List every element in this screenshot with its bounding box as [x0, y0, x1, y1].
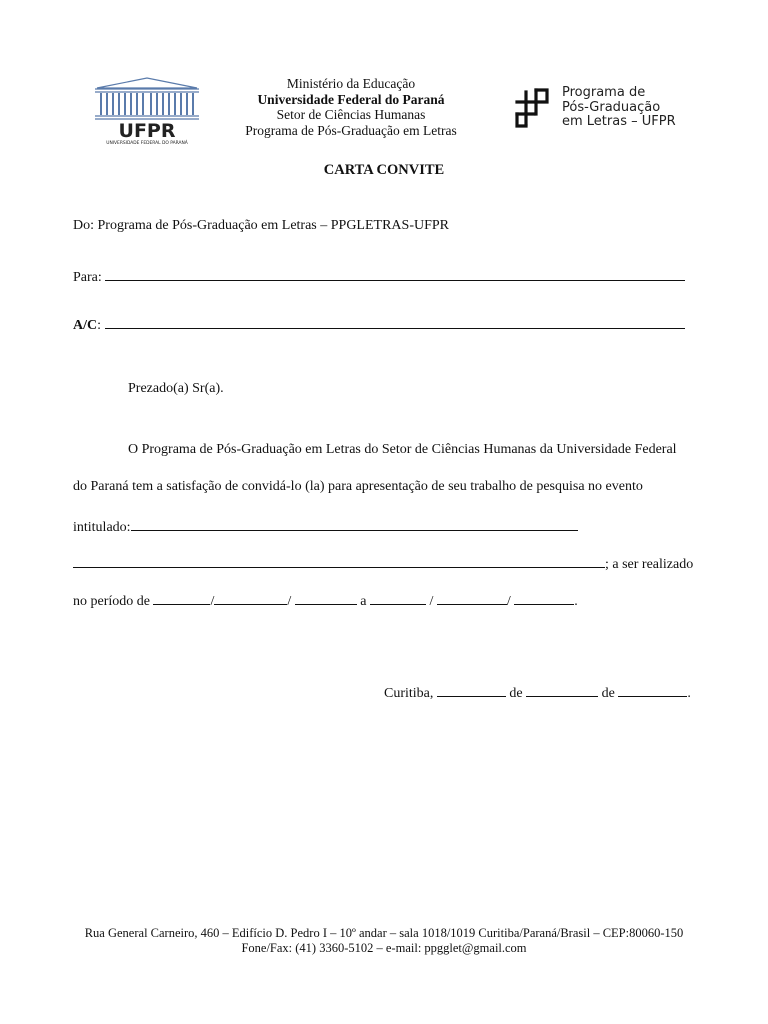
- ministry-text: Ministério da Educação: [286, 76, 416, 91]
- body-line-4-suffix: ; a ser realizado: [605, 557, 694, 572]
- ppg-hash-icon: [514, 88, 550, 128]
- date-line: [384, 682, 691, 702]
- university-name: Universidade Federal do Paraná: [257, 91, 445, 107]
- event-title-label: intitulado:: [73, 520, 131, 535]
- letterhead: [200, 76, 502, 138]
- footer-contact: Fone/Fax: (41) 3360-5102 – e-mail: ppgglet@gmail.com: [241, 940, 527, 955]
- body-line-3: [73, 516, 578, 536]
- start-slash-2: /: [287, 594, 292, 609]
- ufpr-logo-subtext: UNIVERSIDADE FEDERAL DO PARANÁ: [106, 141, 188, 146]
- ufpr-building-icon: [93, 76, 201, 146]
- event-title-field-2[interactable]: [73, 553, 605, 568]
- to-label: Para:: [73, 270, 102, 285]
- footer-address: Rua General Carneiro, 460 – Edifício D. Pedro I – 10º andar – sala 1018/1019 Curitiba/Paraná/Brasil – CEP:80060-150: [84, 926, 684, 940]
- ufpr-logo-text: UFPR: [118, 120, 176, 142]
- start-slash-1: /: [210, 594, 215, 609]
- from-line: [73, 218, 449, 234]
- from-value: Programa de Pós-Graduação em Letras – PPGLETRAS-UFPR: [97, 218, 450, 233]
- end-day-field[interactable]: [370, 590, 426, 605]
- start-day-field[interactable]: [153, 590, 210, 605]
- from-label: Do:: [73, 218, 94, 233]
- body-line-2: do Paraná tem a satisfação de convidá-lo (la) para apresentação de seu trabalho de pesquisa no evento: [73, 479, 643, 494]
- sector-text: Setor de Ciências Humanas: [276, 107, 426, 122]
- date-de-1: de: [509, 686, 523, 701]
- body-line-4: [73, 553, 693, 573]
- date-day-field[interactable]: [437, 682, 506, 697]
- body-line-1: O Programa de Pós-Graduação em Letras do Setor de Ciências Humanas da Universidade Federal: [128, 442, 677, 457]
- greeting: Prezado(a) Sr(a).: [128, 381, 224, 396]
- start-month-field[interactable]: [214, 590, 287, 605]
- period-a-text: a: [360, 594, 367, 609]
- end-slash-2: /: [506, 594, 511, 609]
- ppg-logo-line3: em Letras – UFPR: [562, 114, 676, 129]
- ppg-letras-logo: [514, 86, 694, 130]
- end-year-field[interactable]: [514, 590, 574, 605]
- date-month-field[interactable]: [526, 682, 598, 697]
- attention-blank-field[interactable]: [105, 314, 685, 329]
- ppg-logo-line2: Pós-Graduação: [562, 99, 661, 115]
- to-line: [73, 266, 685, 286]
- attention-colon: :: [97, 318, 102, 333]
- date-de-2: de: [601, 686, 615, 701]
- program-text: Programa de Pós-Graduação em Letras: [245, 122, 457, 138]
- start-year-field[interactable]: [295, 590, 357, 605]
- ufpr-logo: [93, 76, 201, 146]
- attention-line: [73, 314, 685, 334]
- city-text: Curitiba,: [384, 686, 434, 701]
- to-blank-field[interactable]: [105, 266, 685, 281]
- period-label: no período de: [73, 594, 150, 609]
- end-slash-1: /: [429, 594, 434, 609]
- date-year-field[interactable]: [618, 682, 687, 697]
- event-title-field-1[interactable]: [131, 516, 578, 531]
- body-line-5: [73, 590, 578, 610]
- period-end: .: [574, 594, 578, 609]
- ppg-logo-line1: Programa de: [562, 85, 646, 100]
- date-end: .: [687, 686, 691, 701]
- ppg-logo-text: [562, 86, 676, 130]
- footer: [0, 926, 768, 955]
- document-title: CARTA CONVITE: [323, 162, 445, 178]
- attention-label: A/C: [73, 318, 98, 333]
- end-month-field[interactable]: [437, 590, 507, 605]
